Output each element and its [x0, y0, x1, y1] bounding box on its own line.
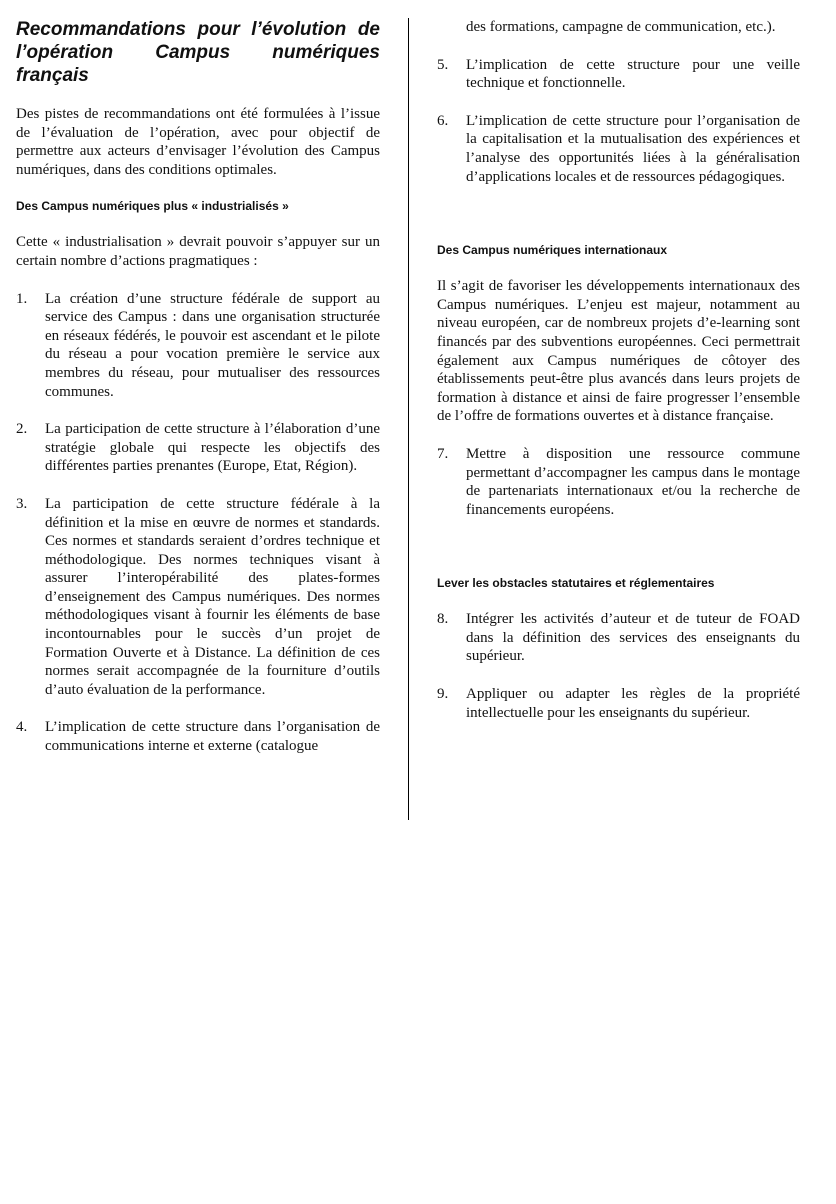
- intro-paragraph: Des pistes de recommandations ont été formulées à l’issue de l’évaluation de l’opération, avec pour objectif de permettre aux acteurs d’envisager l’évolution des Campus numériques, dans des conditions optimales.: [16, 106, 380, 178]
- recommendation-list: [16, 290, 380, 756]
- list-item-number: 5.: [437, 56, 449, 73]
- left-column: [16, 18, 380, 756]
- list-item-number: 4.: [16, 719, 28, 736]
- list-item: [437, 112, 800, 186]
- list-item-text: L’implication de cette structure dans l’organisation de communications interne et externe (catalogue: [45, 719, 380, 755]
- list-item-text: L’implication de cette structure pour une veille technique et fonctionnelle.: [466, 56, 800, 92]
- column-divider: [408, 18, 409, 820]
- section-intro-paragraph: Cette « industrialisation » devrait pouvoir s’appuyer sur un certain nombre d’actions pragmatiques :: [16, 234, 380, 269]
- list-item: [437, 445, 800, 519]
- list-item-number: 8.: [437, 611, 449, 628]
- list-item-text: L’implication de cette structure pour l’organisation de la capitalisation et la mutualisation des expériences et l’analyse des opportunités liées à la généralisation d’applications locales et de ressources pédagogiques.: [466, 112, 800, 185]
- list-item-number: 1.: [16, 290, 28, 307]
- section-heading-obstacles: Lever les obstacles statutaires et réglementaires: [437, 576, 715, 591]
- list-item-text: La participation de cette structure à l’élaboration d’une stratégie globale qui respecte les objectifs des différentes parties prenantes (Europe, Etat, Région).: [45, 421, 380, 475]
- recommendation-list: [437, 56, 800, 187]
- list-item-number: 9.: [437, 686, 449, 703]
- list-item: [16, 290, 380, 402]
- list-item: [16, 420, 380, 476]
- list-item-text: Intégrer les activités d’auteur et de tuteur de FOAD dans la définition des services des enseignants du supérieur.: [466, 611, 800, 665]
- list-item: [437, 610, 800, 666]
- recommendation-list: [437, 610, 800, 722]
- section-heading-industrialises: Des Campus numériques plus « industrialisés »: [16, 199, 289, 214]
- list-item-text: Mettre à disposition une ressource commune permettant d’accompagner les campus dans le montage de partenariats internationaux et/ou la recherche de financements européens.: [466, 445, 800, 518]
- list-item: [437, 685, 800, 722]
- section-intro-paragraph: Il s’agit de favoriser les développements internationaux des Campus numériques. L’enjeu est majeur, notamment au niveau européen, car de nombreux projets d’e-learning sont financés par des subventions européennes. Ceci permettrait également aux Campus numériques de côtoyer des établissements peut-être plus avancés dans leurs projets de formation à distance et ainsi de faire progresser l’ensemble de l’offre de formations ouvertes et à distance française.: [437, 278, 800, 425]
- list-item-number: 7.: [437, 445, 449, 462]
- right-column: [437, 18, 800, 741]
- list-item-continuation: des formations, campagne de communication, etc.).: [466, 19, 776, 35]
- list-item-number: 2.: [16, 421, 28, 438]
- page-title: Recommandations pour l’évolution de l’opération Campus numériques français: [16, 19, 380, 86]
- list-item-text: La participation de cette structure fédérale à la définition et la mise en œuvre de normes et standards. Ces normes et standards seraient d’ordres technique et méthodologique. Des normes techniques visant à assurer l’interopérabilité des plates-formes d’enseignement des Campus numériques. Des normes méthodologiques visant à fournir les éléments de base incontournables pour le succès d’un projet de Formation Ouverte et à Distance. La définition de ces normes serait accompagnée de la fourniture d’outils d’auto évaluation de la performance.: [45, 495, 380, 698]
- list-item-number: 6.: [437, 112, 449, 129]
- list-item: [437, 56, 800, 93]
- recommendation-list: [437, 445, 800, 519]
- list-item: [16, 718, 380, 755]
- section-heading-internationaux: Des Campus numériques internationaux: [437, 243, 668, 258]
- list-item-number: 3.: [16, 495, 28, 512]
- list-item-text: La création d’une structure fédérale de support au service des Campus : dans une organisation structurée en réseaux fédérés, le pouvoir est ascendant et le pilote du réseau a pour vocation première le service aux membres du réseau, pour mutualiser des ressources communes.: [45, 290, 380, 400]
- list-item-text: Appliquer ou adapter les règles de la propriété intellectuelle pour les enseignants du supérieur.: [466, 686, 800, 721]
- list-item: [16, 495, 380, 700]
